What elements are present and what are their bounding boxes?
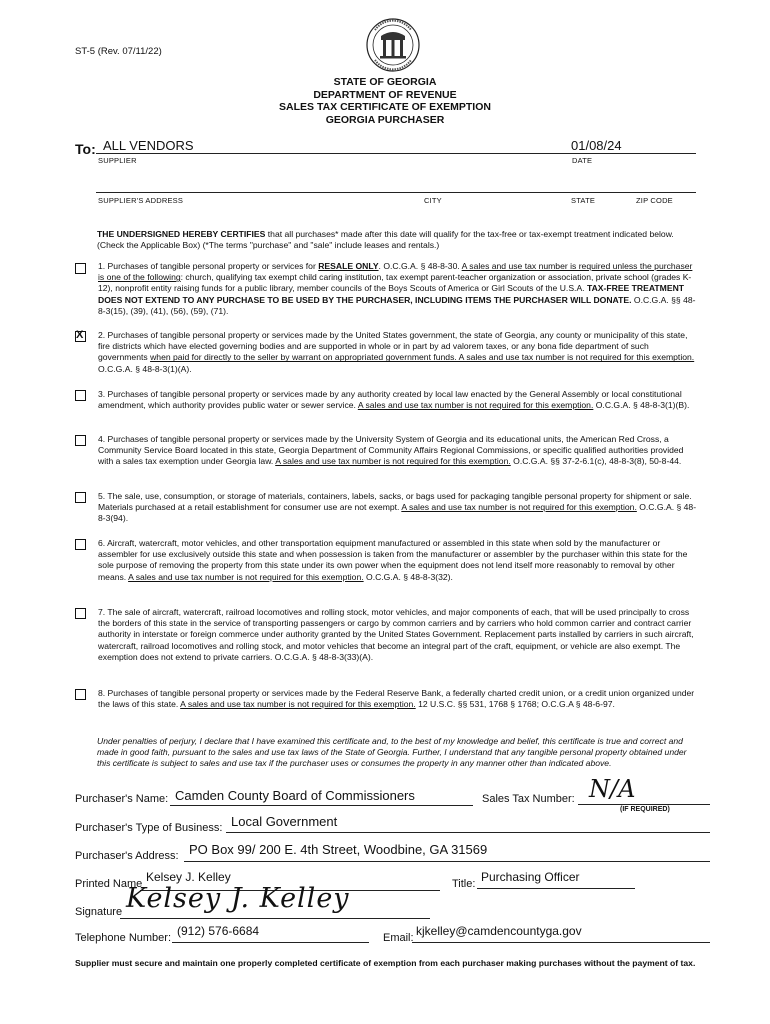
supplier-label: SUPPLIER (98, 156, 137, 165)
purchaser-name-field[interactable]: Camden County Board of Commissioners (175, 788, 415, 803)
exemption-1-checkbox[interactable] (75, 263, 86, 274)
supplier-footer-note: Supplier must secure and maintain one properly completed certificate of exemption from each purchaser making purchases without the payment of tax. (75, 958, 696, 968)
sales-tax-number-label: Sales Tax Number: (482, 793, 575, 805)
email-label: Email: (383, 932, 414, 944)
exemption-6-text: 6. Aircraft, watercraft, motor vehicles, and other transportation equipment manufactured or assembled in this state when sold by the manufacturer or assembler for use exclusively outside this state and when possession is taken from the manufacturer or assembler by the purchaser within this state for the sole purpose of removing the property from this state under its own power when the equipment does not lend itself more reasonably to removal by other means. A sales and use tax number is not required for this exemption. O.C.G.A. § 48-8-3(32). (98, 538, 688, 582)
header-line-4: GEORGIA PURCHASER (325, 113, 445, 126)
georgia-seal (365, 16, 421, 76)
state-label: STATE (571, 196, 596, 205)
purchaser-address-label: Purchaser's Address: (75, 850, 179, 862)
signature-label: Signature (75, 906, 123, 918)
signature-field[interactable]: Kelsey J. Kelley (126, 883, 350, 914)
printed-name-label: Printed Name (75, 878, 143, 890)
zip-label: ZIP CODE (636, 196, 673, 205)
exemption-4-checkbox[interactable] (75, 435, 86, 446)
certification-intro (97, 229, 697, 251)
email-field[interactable]: kjkelley@camdencountyga.gov (416, 924, 582, 938)
perjury-statement: Under penalties of perjury, I declare that I have examined this certificate and, to the best of my knowledge and belief, this certificate is true and correct and made in good faith, pursuant to the sales and use tax laws of the State of Georgia. Further, I understand that any tangible personal property obtained under this certificate is subject to sales and use tax if the purchaser uses or consumes the property in any manner other than indicated above. (97, 736, 687, 769)
intro-rest: that all purchases* made after this date will qualify for the tax-free or tax-exempt treatment indicated below. (Check the Applicable Box) (*The terms "purchase" and "sale" include leases and rentals.) (97, 229, 674, 251)
purchaser-name-label: Purchaser's Name: (75, 793, 169, 805)
printed-name-field[interactable]: Kelsey J. Kelley (146, 870, 231, 884)
exemption-8-checkbox[interactable] (75, 689, 86, 700)
header-line-1: STATE OF GEORGIA (333, 76, 437, 88)
title-label: Title: (452, 878, 476, 890)
exemption-5-text: 5. The sale, use, consumption, or storage of materials, containers, labels, sacks, or bags used for packaging tangible personal property for shipment or sale. Materials purchased at a retail establishment for consumer use are not exempt. A sales and use tax number is not required for this exemption. O.C.G.A. § 48-8-3(94). (98, 491, 697, 524)
exemption-6-checkbox[interactable] (75, 539, 86, 550)
form-header (0, 76, 770, 126)
exemption-7-checkbox[interactable] (75, 608, 86, 619)
business-type-field[interactable]: Local Government (231, 814, 338, 829)
intro-lead: THE UNDERSIGNED HEREBY CERTIFIES (97, 229, 266, 239)
header-line-3: SALES TAX CERTIFICATE OF EXEMPTION (279, 101, 491, 113)
title-field[interactable]: Purchasing Officer (481, 870, 580, 884)
supplier-address-label: SUPPLIER'S ADDRESS (98, 196, 184, 205)
date-label: DATE (572, 156, 593, 165)
supplier-field[interactable]: ALL VENDORS (103, 138, 194, 153)
exemption-5-checkbox[interactable] (75, 492, 86, 503)
exemption-7-text: 7. The sale of aircraft, watercraft, railroad locomotives and rolling stock, motor vehicles, and major components of each, that will be used principally to cross the borders of this state in the service of transporting passengers or cargo by common carriers and by carriers who hold common carrier and contract carrier authority in interstate or foreign commerce under authority granted by the United States Government. Replacement parts installed by carriers in such aircraft, watercraft, railroad locomotives and rolling stock, and motor vehicles that become an integral part of the craft, equipment, or vehicle are also exempt. The exemption does not extend to private carriers. O.C.G.A. § 48-8-3(33)(A). (98, 607, 694, 662)
header-line-2: DEPARTMENT OF REVENUE (313, 88, 457, 101)
exemption-4-text: 4. Purchases of tangible personal property or services made by the University System of Georgia and its educational units, the American Red Cross, a Community Service Board located in this state, Georgia Department of Community Affairs Regional Commissions, or specific qualified authorities provided with a sales tax exemption under Georgia law. A sales and use tax number is not required for this exemption. O.C.G.A. §§ 37-2-6.1(c), 48-8-3(8), 50-8-44. (98, 434, 684, 467)
exemption-3-checkbox[interactable] (75, 390, 86, 401)
exemption-2-checkbox[interactable] (75, 331, 86, 342)
business-type-label: Purchaser's Type of Business: (75, 822, 223, 834)
telephone-field[interactable]: (912) 576-6684 (177, 924, 260, 938)
form-id: ST-5 (Rev. 07/11/22) (75, 46, 162, 57)
exemption-3-text: 3. Purchases of tangible personal property or services made by any authority created by local law enacted by the General Assembly or local constitutional amendment, which authority provides public water or sewer service. A sales and use tax number is not required for this exemption. O.C.G.A. § 48-8-3(1)(B). (98, 389, 690, 411)
to-label: To: (75, 141, 96, 157)
exemption-2-text: 2. Purchases of tangible personal property or services made by the United States government, the state of Georgia, any county or municipality of this state, fire districts which have elected governing bodies and are supported in whole or in part by ad valorem taxes, or any bona fide department of such governments when paid for directly to the seller by warrant on appropriated government funds. A sales and use tax number is not required for this exemption. O.C.G.A. § 48-8-3(1)(A). (98, 330, 695, 374)
sales-tax-number-field[interactable]: N/A (589, 775, 636, 803)
exemption-1-text: 1. Purchases of tangible personal property or services for RESALE ONLY. O.C.G.A. § 48-8-30. A sales and use tax number is required unless the purchaser is one of the following: church, qualifying tax exempt child caring institution, tax exempt parent-teacher organization or association, private school (grades K-12), nonprofit entity raising funds for a public library, member councils of the Boys Scouts of America or Girl Scouts of the U.S.A. TAX-FREE TREATMENT DOES NOT EXTEND TO ANY PURCHASE TO BE USED BY THE PURCHASER, INCLUDING ITEMS THE PURCHASER WILL DONATE. O.C.G.A. §§ 48-8-3(15), (39), (41), (56), (59), (71). (98, 261, 696, 316)
purchaser-address-field[interactable]: PO Box 99/ 200 E. 4th Street, Woodbine, GA 31569 (189, 842, 488, 857)
tax-number-note: (IF REQUIRED) (620, 806, 670, 813)
city-label: CITY (424, 196, 442, 205)
date-field[interactable]: 01/08/24 (571, 138, 622, 153)
exemption-8-text: 8. Purchases of tangible personal property or services made by the Federal Reserve Bank, a federally charted credit union, or a credit union organized under the laws of this state. A sales and use tax number is not required for this exemption. 12 U.S.C. §§ 531, 1768 § 1768; O.C.G.A § 48-6-97. (98, 688, 695, 710)
telephone-label: Telephone Number: (75, 932, 172, 944)
